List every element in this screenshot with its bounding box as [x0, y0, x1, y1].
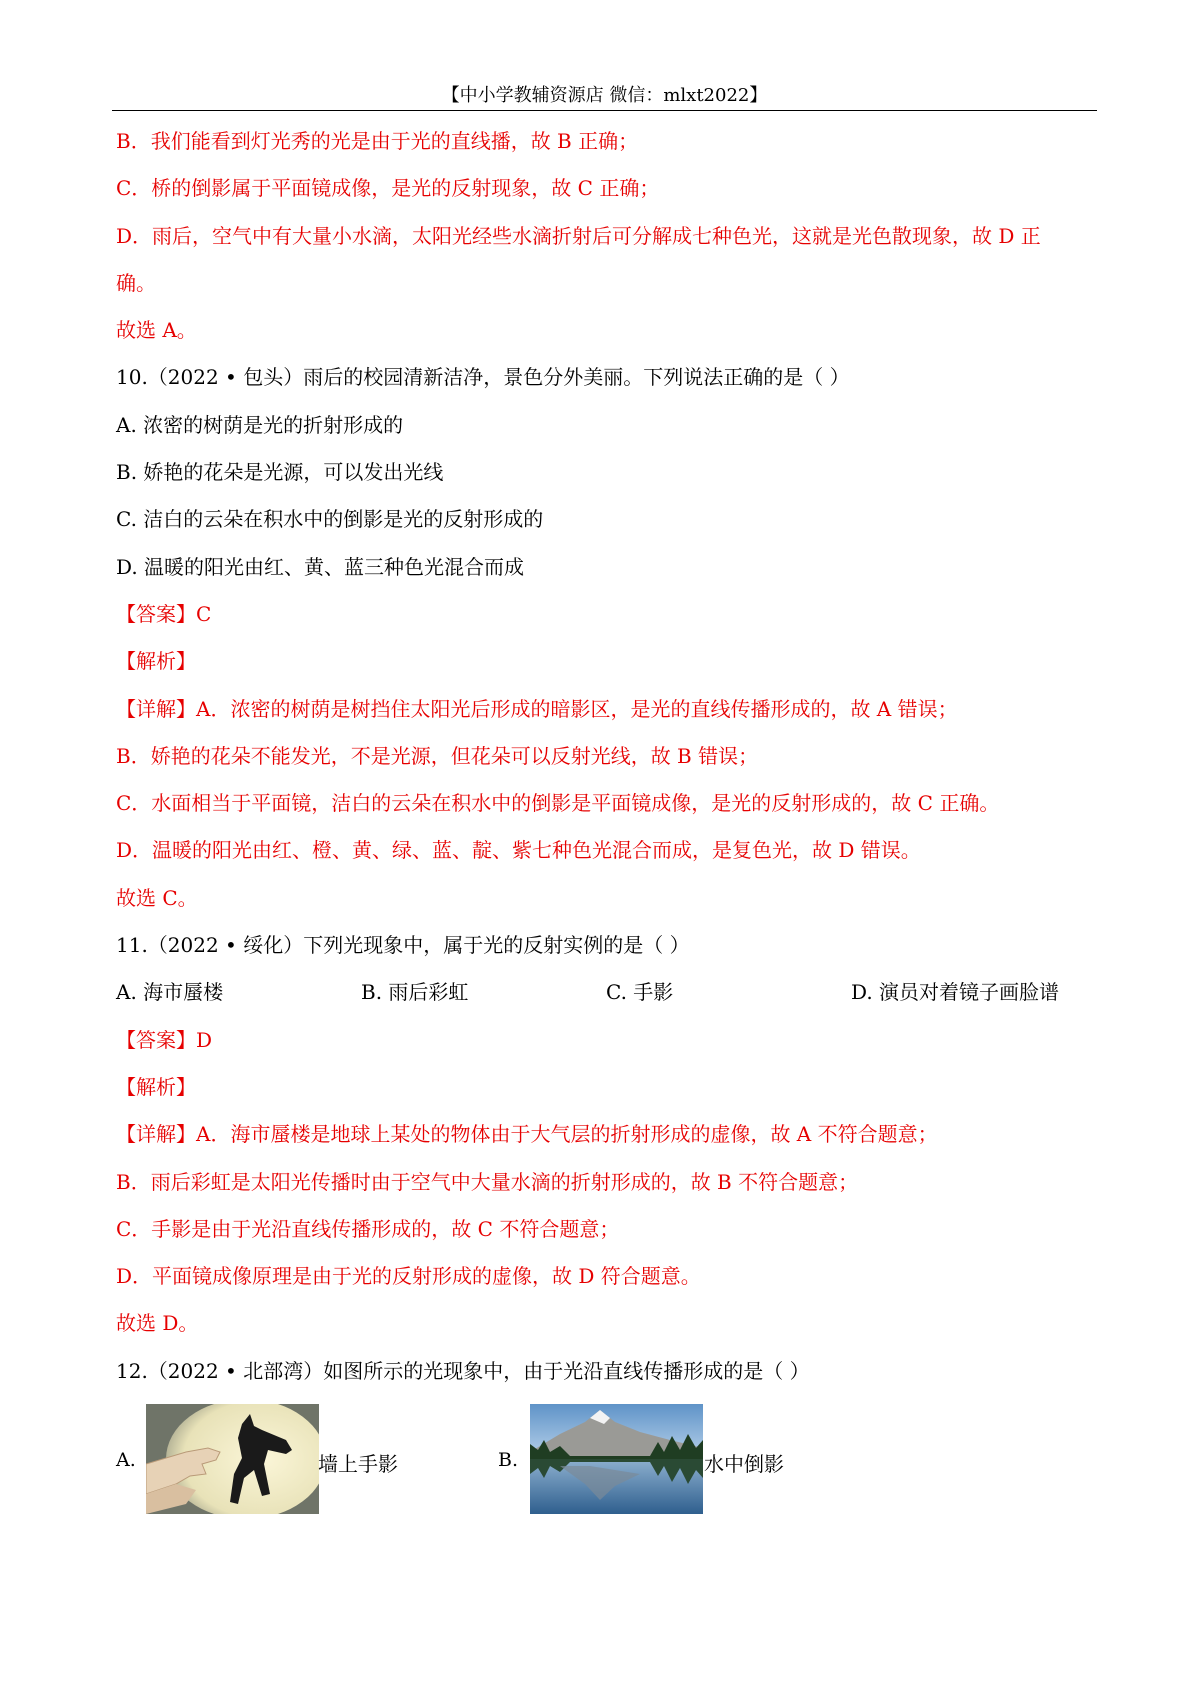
text-block-2	[116, 1017, 1096, 1395]
water-reflection-image	[530, 1404, 703, 1514]
text-line: C．桥的倒影属于平面镜成像，是光的反射现象，故 C 正确；	[116, 176, 660, 201]
text-line: 故选 C。	[116, 885, 198, 910]
text-line: 故选 D。	[116, 1311, 199, 1336]
q11-options	[116, 969, 1096, 1016]
text-line: C. 洁白的云朵在积水中的倒影是光的反射形成的	[116, 507, 544, 532]
text-line: B．我们能看到灯光秀的光是由于光的直线播，故 B 正确；	[116, 129, 639, 153]
document-body	[116, 118, 1096, 1395]
q12-option-a-label: A.	[116, 1449, 136, 1471]
q12-option-a-caption: 墙上手影	[318, 1452, 398, 1476]
text-line: C．手影是由于光沿直线传播形成的，故 C 不符合题意；	[116, 1216, 620, 1241]
text-line: 12.（2022 • 北部湾）如图所示的光现象中，由于光沿直线传播形成的是（ ）	[116, 1358, 810, 1383]
text-line: D．雨后，空气中有大量小水滴，太阳光经些水滴折射后可分解成七种色光，这就是光色散现象，故 D 正	[116, 223, 1041, 248]
text-line: 【解析】	[116, 649, 196, 674]
text-line: D．平面镜成像原理是由于光的反射形成的虚像，故 D 符合题意。	[116, 1264, 701, 1289]
text-line: B．雨后彩虹是太阳光传播时由于空气中大量水滴的折射形成的，故 B 不符合题意；	[116, 1169, 859, 1194]
q12-option-b-label: B.	[498, 1449, 519, 1471]
text-line: 【解析】	[116, 1074, 196, 1099]
text-line: D. 温暖的阳光由红、黄、蓝三种色光混合而成	[116, 554, 525, 579]
text-line: A. 浓密的树荫是光的折射形成的	[116, 412, 404, 437]
text-line: B．娇艳的花朵不能发光，不是光源，但花朵可以反射光线，故 B 错误；	[116, 743, 759, 768]
header-divider	[112, 110, 1097, 111]
text-line: B. 娇艳的花朵是光源，可以发出光线	[116, 460, 444, 485]
hand-shadow-image	[146, 1404, 319, 1514]
q11-option-a: A. 海市蜃楼	[116, 980, 224, 1005]
text-line: 【详解】A．浓密的树荫是树挡住太阳光后形成的暗影区，是光的直线传播形成的，故 A 错误；	[116, 696, 958, 721]
text-line: D．温暖的阳光由红、橙、黄、绿、蓝、靛、紫七种色光混合而成，是复色光，故 D 错误。	[116, 838, 921, 863]
q11-option-d: D. 演员对着镜子画脸谱	[851, 980, 1060, 1005]
text-line: 【详解】A．海市蜃楼是地球上某处的物体由于大气层的折射形成的虚像，故 A 不符合题意；	[116, 1122, 938, 1147]
q11-option-b: B. 雨后彩虹	[361, 980, 469, 1005]
text-block-1	[116, 118, 1096, 969]
q12-option-b-caption: 水中倒影	[704, 1452, 784, 1476]
text-line: C．水面相当于平面镜，洁白的云朵在积水中的倒影是平面镜成像，是光的反射形成的，故 C 正确。	[116, 791, 1000, 816]
page-header: 【中小学教辅资源店 微信：mlxt2022】	[441, 85, 768, 106]
text-line: 【答案】C	[116, 601, 212, 626]
q11-option-c: C. 手影	[606, 980, 674, 1005]
q12-figures	[116, 1404, 916, 1514]
text-line: 【答案】D	[116, 1027, 213, 1052]
text-line: 11.（2022 • 绥化）下列光现象中，属于光的反射实例的是（ ）	[116, 933, 690, 958]
text-line: 10.（2022 • 包头）雨后的校园清新洁净，景色分外美丽。下列说法正确的是（ ）	[116, 365, 850, 390]
text-line: 确。	[116, 270, 156, 295]
text-line: 故选 A。	[116, 318, 197, 343]
